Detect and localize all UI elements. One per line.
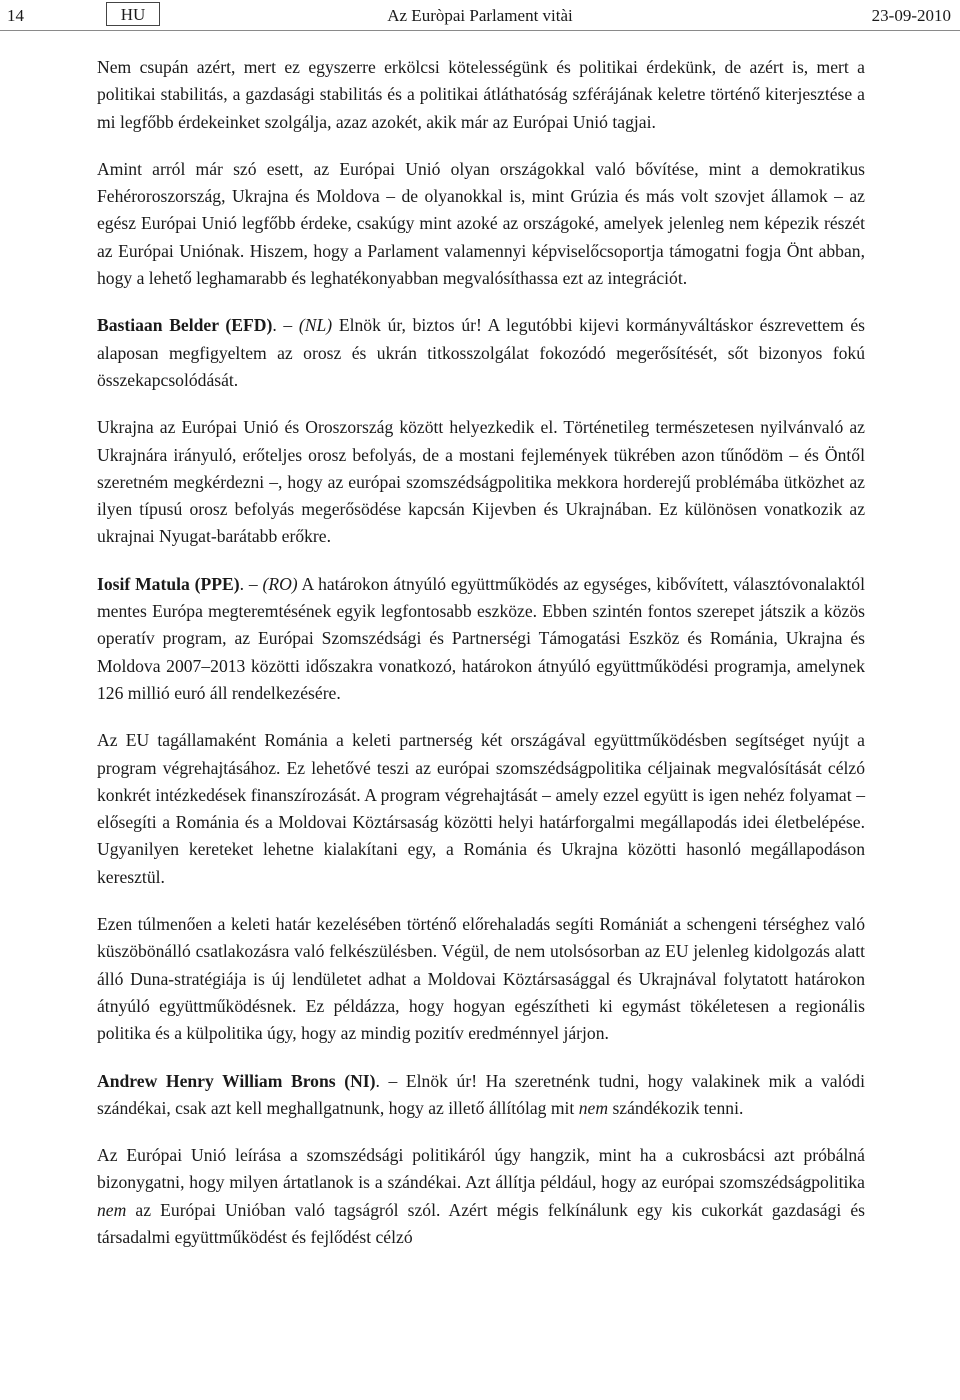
speaker-name: Andrew Henry William Brons (NI) (97, 1070, 376, 1091)
speech-language: (RO) (262, 573, 298, 594)
paragraph: Az Európai Unió leírása a szomszédsági politikáról úgy hangzik, mint ha a cukrosbácsi azt próbálná bizonygatni, hogy milyen ártatlanok is a szándékai. Azt állítja például, hogy az európai szomszédságpolitika nem az Európai Unióban való tagságról szól. Azért mégis felkínálunk egy kis cukorkát gazdasági és társadalmi együttműködést és fejlődést célzó (97, 1145, 865, 1247)
speech-paragraph: Bastiaan Belder (EFD). – (NL) Elnök úr, biztos úr! A legutóbbi kijevi kormányváltáskor észrevettem és alaposan megfigyeltem az orosz és ukrán titkosszolgálat fokozódó megerősítését, sőt bizonyos fokú összekapcsolódását. (97, 315, 865, 390)
speech-language: (NL) (298, 315, 333, 336)
publication-date: 23-09-2010 (871, 6, 951, 25)
speech-paragraph: Andrew Henry William Brons (NI). – Elnök úr! Ha szeretnénk tudni, hogy valakinek mik a valódi szándékai, csak azt kell meghallgatnunk, hogy az illető állítólag mit nem szándékozik tenni. (97, 1070, 865, 1118)
page-number: 14 (7, 6, 24, 25)
emphasis: nem (97, 1199, 127, 1220)
paragraph: Ukrajna az Európai Unió és Oroszország között helyezkedik el. Történetileg természetesen nyilvánvaló az Ukrajnára irányuló, erőteljes orosz befolyás, de a mostani fejlemények tükrében azon tűnődöm – és Öntől szeretném megkérdezni –, hogy az európai szomszédságpolitika mekkora horderejű problémába ütközhet az ilyen típusú orosz befolyás megerősödése kapcsán Kijevben és Ukrajnában. Ez különösen vonatkozik az ukrajnai Nyugat-barátabb erőkre. (97, 417, 865, 547)
publication-title: Az Euròpai Parlament vitài (387, 6, 573, 25)
document-body (97, 54, 865, 1271)
language-code-box: HU (106, 2, 160, 26)
emphasis: nem (578, 1097, 609, 1118)
paragraph: Az EU tagállamaként Románia a keleti partnerség két országával együttműködésben segítséget nyújt a program végrehajtásához. Ez lehetővé teszi az európai szomszédságpolitika céljainak megvalósítását célzó konkrét intézkedések finanszírozását. A program végrehajtását – amely ezzel együtt is igen nehéz folyamat – elősegíti a Románia és a Moldovai Köztársaság közötti helyi határforgalmi megállapodás idei életbelépése. Ugyanilyen kereteket lehetne kialakítani egy, a Románia és Ukrajna közötti hasonló megállapodáson keresztül. (97, 730, 865, 887)
paragraph: Nem csupán azért, mert ez egyszerre erkölcsi kötelességünk és politikai érdekünk, de azért is, mert a politikai stabilitás, a gazdasági stabilitás és a politikai átláthatóság szférájának keletre történő kiterjesztése a mi legfőbb érdekeinket szolgálja, azaz azokét, akik már az Európai Unió tagjai. (97, 57, 865, 132)
paragraph: Amint arról már szó esett, az Európai Unió olyan országokkal való bővítése, mint a demokratikus Fehéroroszország, Ukrajna és Moldova – de olyanokkal is, mint Grúzia és más volt szovjet államok – az egész Európai Unió legfőbb érdeke, csakúgy mint azoké az országoké, amelyek jelenleg nem képezik részét az Európai Uniónak. Hiszem, hogy a Parlament valamennyi képviselőcsoportja támogatni fogja Önt abban, hogy a lehető leghamarabb és leghatékonyabban megvalósíthassa ezt az integrációt. (97, 158, 865, 289)
page-header (0, 0, 960, 31)
speech-paragraph: Iosif Matula (PPE). – (RO) A határokon átnyúló együttműködés az egységes, kibővített, választóvonalaktól mentes Európa megteremtésének egyik legfontosabb eszköze. Ebben szintén fontos szerepet játszik a közös operatív program, az Európai Szomszédsági és Partnerségi Támogatási Eszköz és Románia, Ukrajna és Moldova 2007–2013 közötti időszakra vonatkozó, határokon átnyúló együttműködési programja, amelynek 126 millió euró áll rendelkezésére. (97, 573, 865, 703)
speaker-name: Bastiaan Belder (EFD) (97, 315, 273, 336)
speaker-name: Iosif Matula (PPE) (97, 573, 240, 594)
paragraph: Ezen túlmenően a keleti határ kezelésében történő előrehaladás segíti Romániát a schengeni térséghez való küszöbönálló csatlakozásra való felkészülésben. Végül, de nem utolsósorban az EU jelenleg kidolgozás alatt álló Duna-stratégiája is új lendületet adhat a Moldovai Köztársasággal és Ukrajnával folytatott határokon átnyúló együttműködésnek. Ez példázza, hogy hogyan egészítheti ki egymást tökéletesen a regionális politika és a külpolitika úgy, hogy az mindig pozitív eredménnyel járjon. (97, 914, 865, 1044)
